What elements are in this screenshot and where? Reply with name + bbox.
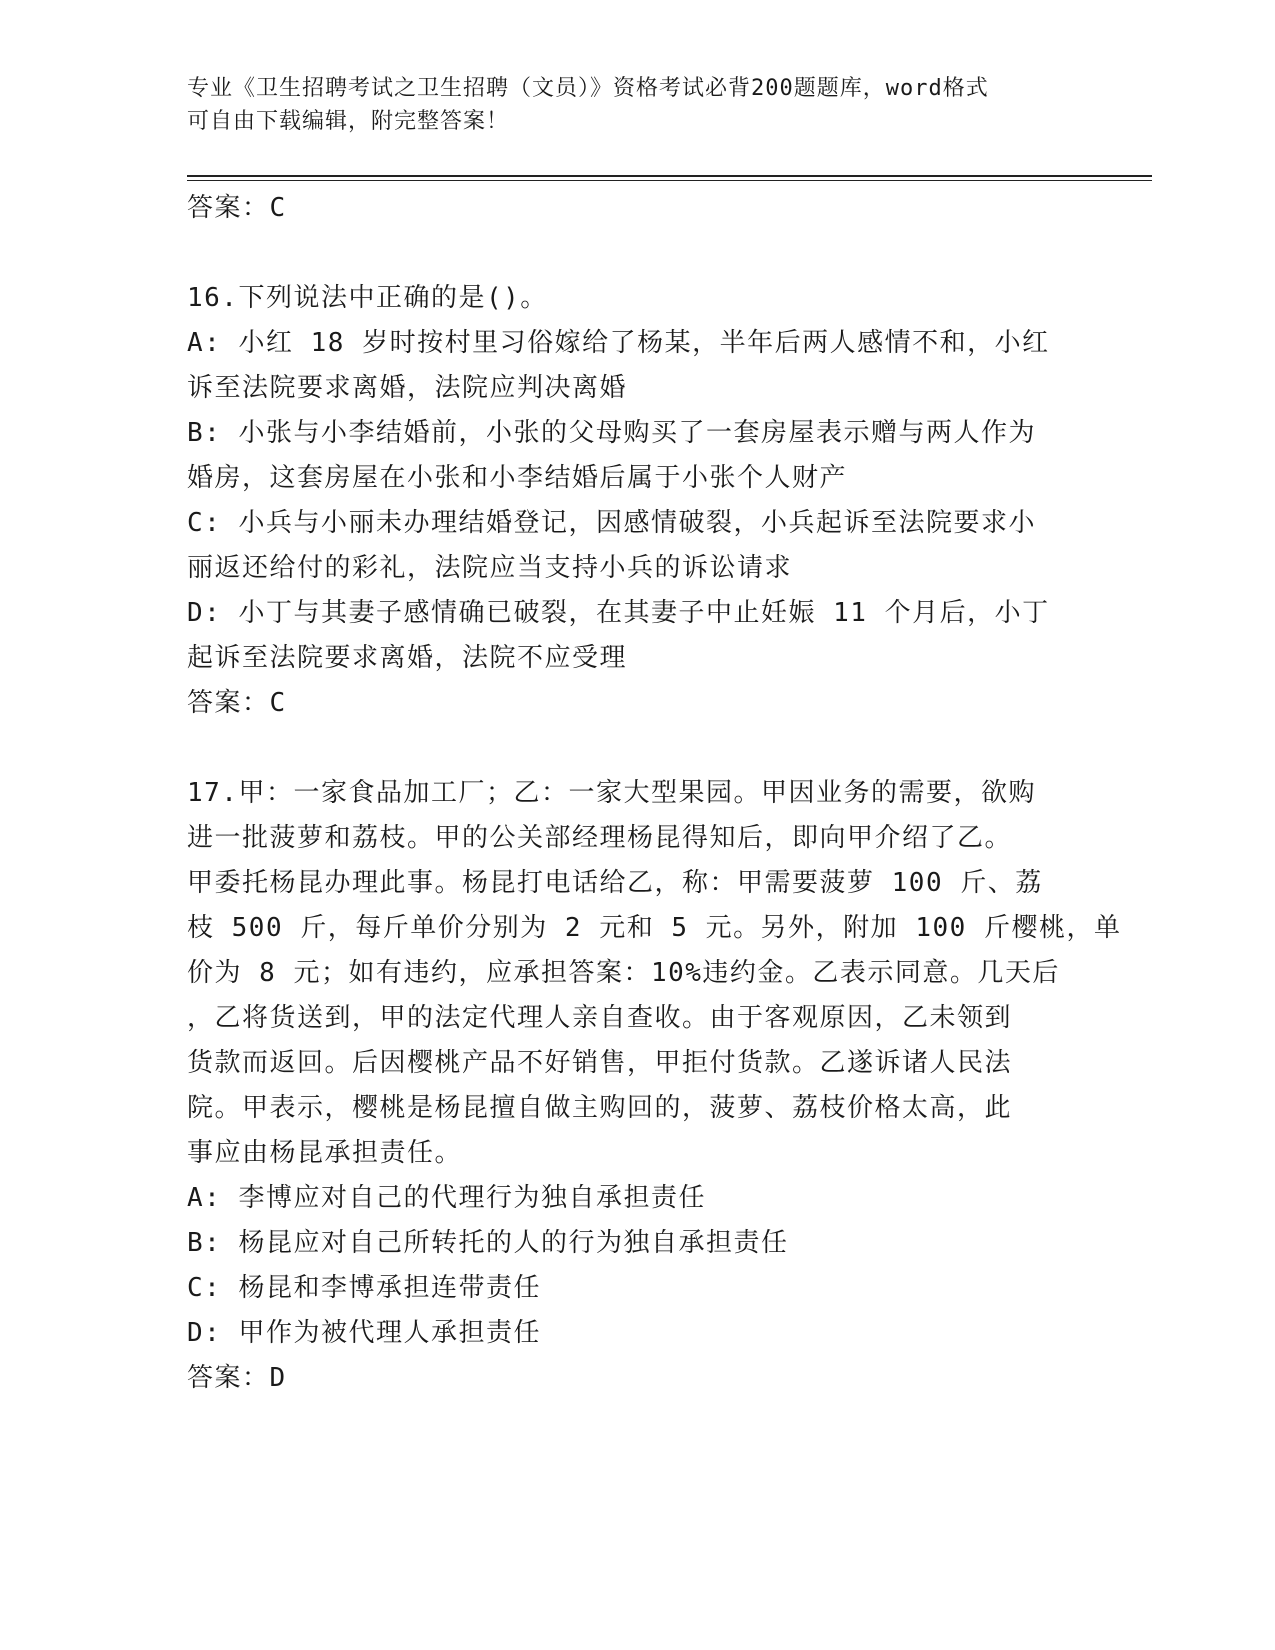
question-stem-line-6: ，乙将货送到，甲的法定代理人亲自查收。由于客观原因，乙未领到	[187, 1003, 1013, 1033]
answer: 答案：D	[187, 1363, 287, 1393]
option-c-line-2: 丽返还给付的彩礼，法院应当支持小兵的诉讼请求	[187, 553, 793, 583]
question-stem-line-7: 货款而返回。后因樱桃产品不好销售，甲拒付货款。乙遂诉诸人民法	[187, 1048, 1013, 1078]
question-stem: 16.下列说法中正确的是()。	[187, 283, 548, 313]
option-a-line-2: 诉至法院要求离婚，法院应判决离婚	[187, 373, 628, 403]
header-rule-thick	[187, 175, 1152, 177]
question-stem-line-9: 事应由杨昆承担责任。	[187, 1138, 463, 1168]
question-stem-line-4: 枝 500 斤，每斤单价分别为 2 元和 5 元。另外，附加 100 斤樱桃，单	[187, 913, 1122, 943]
option-a: A: 李博应对自己的代理行为独自承担责任	[187, 1183, 706, 1213]
header-line-2: 可自由下载编辑，附完整答案！	[187, 109, 510, 134]
option-b-line-2: 婚房，这套房屋在小张和小李结婚后属于小张个人财产	[187, 463, 848, 493]
header-rule-thin	[187, 180, 1152, 181]
option-b: B: 杨昆应对自己所转托的人的行为独自承担责任	[187, 1228, 789, 1258]
option-a-line-1: A: 小红 18 岁时按村里习俗嫁给了杨某，半年后两人感情不和，小红	[187, 328, 1050, 358]
answer: 答案：C	[187, 688, 287, 718]
question-stem-line-3: 甲委托杨昆办理此事。杨昆打电话给乙，称：甲需要菠萝 100 斤、荔	[187, 868, 1043, 898]
option-c: C: 杨昆和李博承担连带责任	[187, 1273, 541, 1303]
previous-answer: 答案：C	[187, 193, 287, 223]
question-stem-line-2: 进一批菠萝和荔枝。甲的公关部经理杨昆得知后，即向甲介绍了乙。	[187, 823, 1013, 853]
question-16	[187, 276, 1077, 726]
option-c-line-1: C: 小兵与小丽未办理结婚登记，因感情破裂，小兵起诉至法院要求小	[187, 508, 1036, 538]
spacer	[187, 231, 1077, 276]
option-d: D: 甲作为被代理人承担责任	[187, 1318, 541, 1348]
question-17	[187, 771, 1122, 1401]
header-line-1: 专业《卫生招聘考试之卫生招聘（文员）》资格考试必背200题题库，word格式	[187, 76, 989, 101]
question-stem-line-1: 17.甲：一家食品加工厂；乙：一家大型果园。甲因业务的需要，欲购	[187, 778, 1036, 808]
option-b-line-1: B: 小张与小李结婚前，小张的父母购买了一套房屋表示赠与两人作为	[187, 418, 1036, 448]
spacer	[187, 726, 1077, 771]
document-body	[187, 186, 1122, 1401]
question-stem-line-5: 价为 8 元；如有违约，应承担答案：10%违约金。乙表示同意。几天后	[187, 958, 1060, 988]
document-header	[187, 72, 1067, 138]
option-d-line-1: D: 小丁与其妻子感情确已破裂，在其妻子中止妊娠 11 个月后，小丁	[187, 598, 1050, 628]
option-d-line-2: 起诉至法院要求离婚，法院不应受理	[187, 643, 628, 673]
question-stem-line-8: 院。甲表示，樱桃是杨昆擅自做主购回的，菠萝、荔枝价格太高，此	[187, 1093, 1013, 1123]
